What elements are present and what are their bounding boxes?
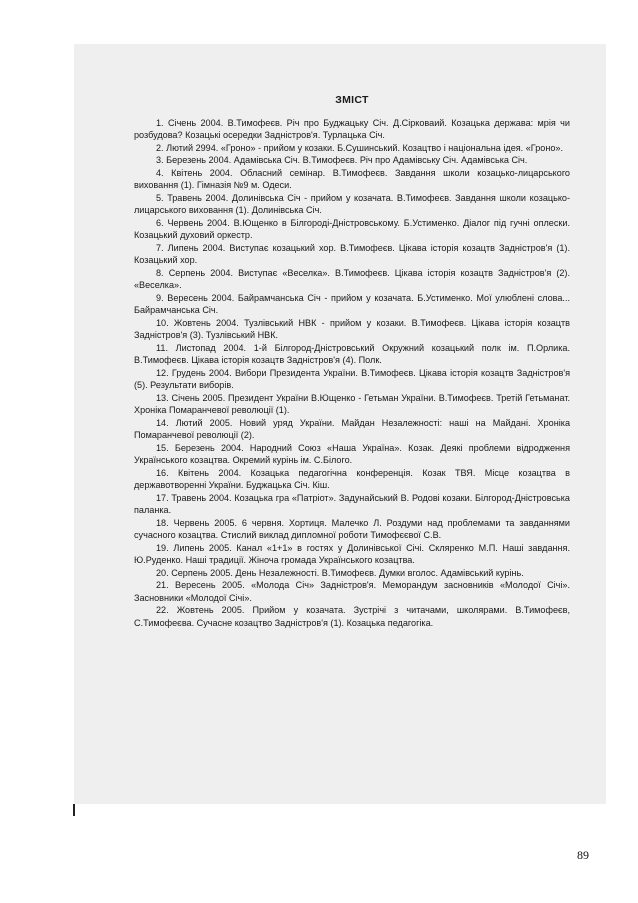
entry-number: 10. — [156, 317, 169, 328]
list-item — [134, 542, 570, 567]
entry-number: 22. — [156, 605, 169, 615]
list-item — [134, 142, 570, 155]
list-item — [134, 292, 570, 317]
list-item — [134, 154, 570, 167]
entry-text: Липень 2005. Канал «1+1» в гостях у Долинівської Січі. Скляренко М.П. Наші завдання. Ю.Руденко. Наші традиції. Жіноча громада Українського козацтва. — [134, 542, 570, 565]
entry-number: 21. — [156, 580, 169, 590]
list-item — [134, 217, 570, 242]
entry-list — [134, 117, 570, 630]
list-item — [134, 567, 570, 580]
entry-text: Травень 2004. Козацька гра «Патріот». Задунайський В. Родові козаки. Білгород-Дністровська паланка. — [134, 492, 570, 515]
entry-text: Липень 2004. Виступає козацький хор. В.Тимофеєв. Цікава історія козацтв Задністров'я (1). Козацький хор. — [134, 242, 570, 265]
entry-number: 2. — [156, 142, 164, 153]
entry-text: Вересень 2005. «Молода Січ» Задністров'я. Меморандум засновників «Молодої Січі». Засновники «Молодої Січі». — [134, 580, 570, 603]
entry-number: 16. — [156, 467, 169, 478]
entry-number: 3. — [156, 155, 164, 165]
entry-number: 4. — [156, 167, 164, 178]
entry-number: 18. — [156, 517, 169, 528]
list-item — [134, 192, 570, 217]
entry-number: 13. — [156, 392, 169, 403]
entry-text: Листопад 2004. 1-й Білгород-Дністровський Окружний козацький полк ім. П.Орлика. В.Тимофеєв. Цікава історія козацтв Задністров'я (4). Полк. — [134, 342, 570, 365]
list-item — [134, 442, 570, 467]
entry-text: Березень 2004. Народний Союз «Наша Україна». Козак. Деякі проблеми відродження Українського козацтва. Окремий курінь ім. С.Білого. — [134, 442, 570, 465]
list-item — [134, 242, 570, 267]
entry-text: Червень 2004. В.Ющенко в Білгороді-Дністровському. Б.Устименко. Діалог під гучні оплески. Козацький духовий оркестр. — [134, 217, 570, 240]
entry-text: Жовтень 2004. Тузлівський НВК - прийом у козаки. В.Тимофеєв. Цікава історія козацтв Задністров'я (3). Тузлівський НВК. — [134, 317, 570, 340]
entry-text: Березень 2004. Адамівська Січ. В.Тимофеєв. Річ про Адамівську Січ. Адамівська Січ. — [166, 155, 528, 165]
scanned-page — [74, 44, 606, 804]
entry-text: Лютий 2005. Новий уряд України. Майдан Незалежності: наші на Майдані. Хроніка Помаранчевої революції (2). — [134, 417, 571, 440]
entry-text: Лютий 2994. «Гроно» - прийом у козаки. Б.Сушинський. Козацтво і національна ідея. «Гроно». — [166, 142, 563, 153]
entry-number: 9. — [156, 292, 164, 303]
page-number: 89 — [577, 848, 589, 862]
entry-text: Квітень 2004. Козацька педагогічна конференція. Козак ТВЯ. Місце козацтва в державотворенні України. Буджацька Січ. Кіш. — [134, 467, 571, 490]
list-item — [134, 492, 570, 517]
list-item — [134, 267, 570, 292]
list-item — [134, 367, 570, 392]
entry-number: 5. — [156, 192, 164, 203]
entry-text: Квітень 2004. Обласний семінар. В.Тимофеєв. Завдання школи козацько-лицарського виховання (1). Гімназія №9 м. Одеси. — [134, 167, 570, 190]
list-item — [134, 317, 570, 342]
list-item — [134, 417, 570, 442]
list-item — [134, 517, 570, 542]
entry-text: Червень 2005. 6 червня. Хортиця. Малечко Л. Роздуми над проблемами та завданнями сучасного козацтва. Стислий виклад дипломної роботи Тимофєєвої С.В. — [134, 517, 570, 540]
entry-number: 12. — [156, 367, 169, 378]
entry-text: Грудень 2004. Вибори Президента України. В.Тимофеєв. Цікава історія козацтв Задністров'я (5). Результати виборів. — [134, 367, 570, 390]
list-item — [134, 117, 570, 142]
entry-number: 11. — [156, 342, 168, 353]
entry-text: Жовтень 2005. Прийом у козачата. Зустрічі з читачами, школярами. В.Тимофеєв, С.Тимофеєва. Сучасне козацтво Задністров'я (1). Козацька педагогіка. — [134, 605, 571, 628]
entry-text: Вересень 2004. Байрамчанська Січ - прийом у козачата. Б.Устименко. Мої улюблені слова... Байрамчанська Січ. — [134, 292, 570, 315]
page-title: ЗМІСТ — [335, 94, 369, 106]
entry-number: 14. — [156, 417, 169, 428]
list-item — [134, 342, 570, 367]
entry-number: 17. — [156, 492, 169, 503]
list-item — [134, 467, 570, 492]
entry-number: 8. — [156, 267, 164, 278]
entry-text: Серпень 2005. День Незалежності. В.Тимофеєв. Думки вголос. Адамівський курінь. — [171, 567, 524, 578]
entry-number: 15. — [156, 442, 169, 453]
entry-number: 19. — [156, 542, 169, 553]
entry-text: Травень 2004. Долинівська Січ - прийом у козачата. В.Тимофеєв. Завдання школи козацько-лицарського виховання (1). Долинівська Січ. — [134, 192, 570, 215]
entry-text: Січень 2004. В.Тимофеєв. Річ про Буджацьку Січ. Д.Сірковаий. Козацька держава: мрія чи розбудова? Козацькі осередки Задністров'я. Турлацька Січ. — [134, 117, 570, 140]
entry-text: Січень 2005. Президент України В.Ющенко - Гетьман України. В.Тимофеєв. Третій Гетьманат. Хроніка Помаранчевої революції (1). — [134, 392, 570, 415]
table-of-contents — [134, 94, 570, 629]
entry-text: Серпень 2004. Виступає «Веселка». В.Тимофеєв. Цікава історія козацтв Задністров'я (2). «Веселка». — [134, 267, 570, 290]
entry-number: 20. — [156, 567, 169, 578]
list-item — [134, 167, 570, 192]
list-item — [134, 392, 570, 417]
list-item — [134, 579, 570, 604]
margin-mark — [73, 804, 75, 816]
entry-number: 1. — [156, 117, 164, 128]
list-item — [134, 604, 570, 629]
entry-number: 7. — [156, 242, 164, 253]
entry-number: 6. — [156, 217, 164, 228]
